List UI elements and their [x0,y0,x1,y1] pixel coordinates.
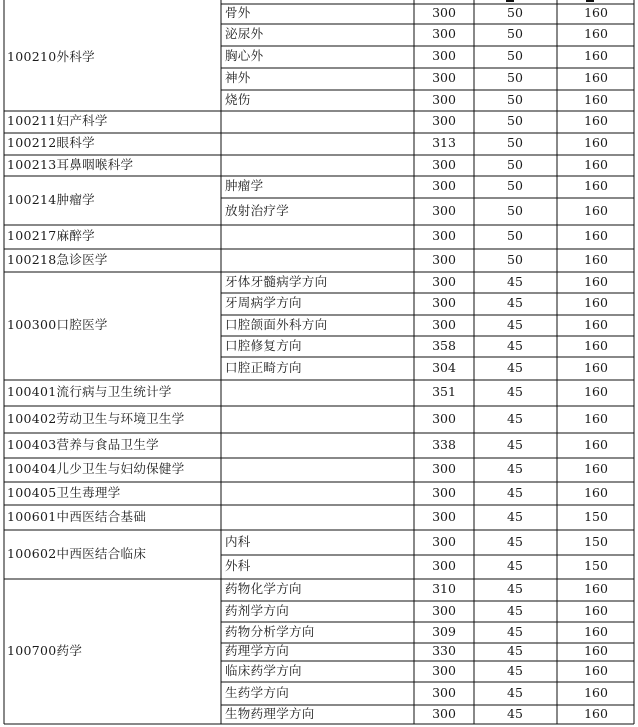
score-single-100: 45 [507,461,523,476]
score-single-150: 160 [584,436,608,452]
sub-direction: 临床药学方向 [225,662,302,678]
score-single-100: 45 [507,623,523,639]
score-single-150: 160 [584,70,608,85]
score-single-100: 45 [507,662,523,678]
score-total: 313 [432,135,456,150]
score-single-100: 45 [507,484,523,500]
score-total: 300 [432,662,456,678]
score-single-150: 160 [584,337,608,353]
major-name: 100300口腔医学 [7,317,108,332]
cropped-header-mark [586,0,594,2]
major-name: 100217麻醉学 [7,228,95,243]
score-single-150: 160 [584,359,608,375]
score-single-100: 45 [507,410,523,426]
score-single-100: 50 [507,251,523,267]
score-single-150: 160 [584,705,608,721]
score-total: 300 [432,684,456,700]
sub-direction: 烧伤 [225,91,251,107]
sub-direction: 药理学方向 [225,643,290,658]
score-single-100: 45 [507,558,523,573]
score-single-150: 160 [584,91,608,107]
score-total: 300 [432,508,456,524]
score-total: 300 [432,251,456,267]
score-single-150: 160 [584,5,608,20]
score-single-150: 160 [584,623,608,639]
score-single-150: 160 [584,113,608,128]
score-single-150: 160 [584,251,608,267]
score-single-100: 50 [507,135,523,150]
score-single-100: 45 [507,436,523,452]
score-total: 300 [432,484,456,500]
score-total: 300 [432,178,456,193]
sub-direction: 外科 [225,558,251,573]
score-total: 330 [432,643,456,658]
sub-direction: 生物药理学方向 [225,705,315,721]
score-total: 300 [432,461,456,476]
score-single-100: 45 [507,581,523,596]
sub-direction: 内科 [225,533,251,549]
score-single-150: 160 [584,156,608,172]
score-total: 300 [432,26,456,41]
score-single-100: 50 [507,228,523,243]
score-single-150: 160 [584,384,608,399]
score-single-100: 45 [507,508,523,524]
score-total: 300 [432,48,456,63]
score-total: 300 [432,410,456,426]
major-name: 100602中西医结合临床 [7,545,147,561]
score-single-150: 150 [584,533,608,549]
score-single-150: 160 [584,48,608,63]
score-single-100: 45 [507,384,523,399]
score-single-150: 160 [584,295,608,310]
score-single-150: 150 [584,558,608,573]
score-total: 300 [432,295,456,310]
score-single-150: 160 [584,602,608,618]
score-single-100: 45 [507,705,523,721]
score-single-150: 160 [584,202,608,218]
score-single-100: 50 [507,113,523,128]
score-single-100: 45 [507,295,523,310]
score-single-100: 50 [507,70,523,85]
score-single-150: 160 [584,135,608,150]
score-single-100: 50 [507,48,523,63]
sub-direction: 泌尿外 [225,26,264,41]
score-single-100: 50 [507,202,523,218]
score-single-100: 50 [507,26,523,41]
score-single-100: 45 [507,684,523,700]
major-name: 100404儿少卫生与妇幼保健学 [7,461,185,476]
score-total: 351 [432,384,456,399]
sub-direction: 放射治疗学 [225,202,290,218]
score-total: 300 [432,602,456,618]
sub-direction: 口腔正畸方向 [225,359,302,375]
score-single-150: 160 [584,684,608,700]
score-total: 300 [432,5,456,20]
score-total: 300 [432,228,456,243]
score-single-100: 45 [507,316,523,332]
score-total: 300 [432,558,456,573]
score-single-150: 160 [584,484,608,500]
score-total: 300 [432,273,456,289]
score-single-100: 50 [507,178,523,193]
score-single-100: 45 [507,273,523,289]
sub-direction: 牙周病学方向 [225,295,302,310]
score-total: 338 [432,436,456,452]
score-single-150: 150 [584,508,608,524]
score-single-150: 160 [584,410,608,426]
sub-direction: 牙体牙髓病学方向 [225,273,328,289]
score-single-150: 160 [584,316,608,332]
score-single-150: 160 [584,178,608,193]
major-name: 100218急诊医学 [7,251,108,267]
score-total: 309 [432,623,456,639]
major-name: 100212眼科学 [7,135,95,150]
score-total: 300 [432,202,456,218]
sub-direction: 胸心外 [225,48,264,63]
major-name: 100211妇产科学 [7,113,108,128]
score-total: 300 [432,705,456,721]
score-single-100: 50 [507,156,523,172]
score-single-100: 45 [507,602,523,618]
score-total: 300 [432,533,456,549]
sub-direction: 骨外 [225,5,251,20]
score-single-150: 160 [584,643,608,658]
major-name: 100403营养与食品卫生学 [7,436,159,452]
major-name: 100700药学 [7,642,83,658]
sub-direction: 口腔修复方向 [225,337,302,353]
sub-direction: 生药学方向 [225,684,290,700]
major-name: 100213耳鼻咽喉科学 [7,156,134,172]
score-total: 300 [432,156,456,172]
score-single-100: 50 [507,91,523,107]
major-name: 100402劳动卫生与环境卫生学 [7,410,185,426]
score-single-100: 45 [507,337,523,353]
sub-direction: 药物化学方向 [225,581,302,596]
score-total: 304 [432,359,456,375]
score-single-100: 50 [507,5,523,20]
major-name: 100214肿瘤学 [7,191,95,207]
score-single-100: 45 [507,533,523,549]
score-single-150: 160 [584,662,608,678]
sub-direction: 神外 [225,70,251,85]
sub-direction: 口腔颌面外科方向 [225,316,328,332]
score-total: 300 [432,91,456,107]
score-total: 300 [432,70,456,85]
score-single-150: 160 [584,461,608,476]
score-single-150: 160 [584,228,608,243]
major-name: 100401流行病与卫生统计学 [7,384,172,399]
sub-direction: 药物分析学方向 [225,623,315,639]
score-single-150: 160 [584,26,608,41]
score-total: 300 [432,316,456,332]
cropped-header-mark [506,0,514,2]
score-single-150: 160 [584,581,608,596]
score-single-100: 45 [507,359,523,375]
sub-direction: 药剂学方向 [225,602,290,618]
score-single-150: 160 [584,273,608,289]
score-total: 358 [432,337,456,353]
score-single-100: 45 [507,643,523,658]
major-name: 100210外科学 [7,48,95,64]
sub-direction: 肿瘤学 [225,178,264,193]
major-name: 100601中西医结合基础 [7,508,147,524]
score-total: 300 [432,113,456,128]
major-name: 100405卫生毒理学 [7,484,121,500]
score-total: 310 [432,581,456,596]
